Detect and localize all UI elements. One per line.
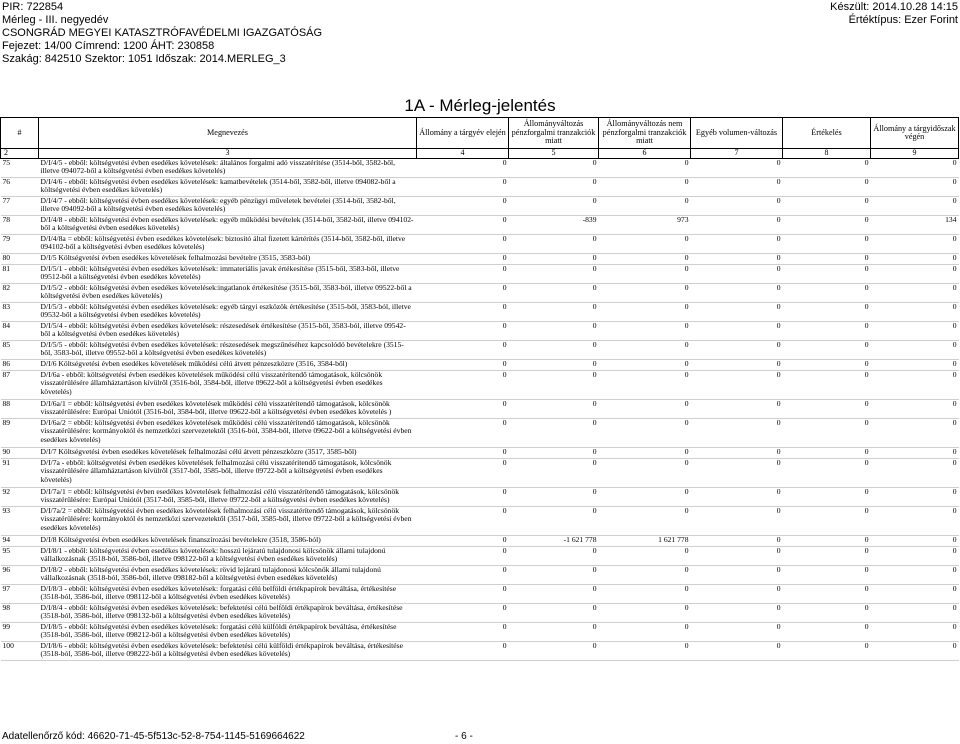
- table-row: [1, 400, 959, 419]
- row-number: 89: [1, 419, 39, 448]
- table-row: [1, 254, 959, 265]
- row-description: D/I/7 Költségvetési évben esedékes követelések felhalmozási célú átvett pénzeszközre (3517, 3585-ből): [39, 448, 417, 459]
- row-value: 0: [599, 235, 691, 254]
- row-value: 0: [783, 566, 871, 585]
- row-number: 82: [1, 284, 39, 303]
- row-description: D/I/8/6 - ebből: költségvetési évben esedékes követelések: befektetési célú külföldi értékpapírok beváltása, értékesítése (3518-ból, 3586-ból, illetve 098222-ből a költségvetési évben esedékes követelés): [39, 642, 417, 661]
- row-value: 0: [783, 235, 871, 254]
- row-value: 0: [783, 360, 871, 371]
- organization-name: CSONGRÁD MEGYEI KATASZTRÓFAVÉDELMI IGAZGATÓSÁG: [2, 27, 323, 39]
- row-description: D/I/5/2 - ebből: költségvetési évben esedékes követelések:ingatlanok értékesítése (3515-ből, 3583-ból, illetve 09522-ből a költségvetési évben esedékes követelés): [39, 284, 417, 303]
- row-description: D/I/4/6 - ebből: költségvetési évben esedékes követelések: kamatbevételek (3514-ből, 3582-ből, illetve 094082-ből a költségvetési évben esedékes követelés): [39, 178, 417, 197]
- pir-label: PIR: 722854: [2, 1, 64, 13]
- row-number: 98: [1, 604, 39, 623]
- row-value: 0: [509, 400, 599, 419]
- row-number: 97: [1, 585, 39, 604]
- row-value: 0: [783, 604, 871, 623]
- row-number: 87: [1, 371, 39, 400]
- row-value: 0: [783, 303, 871, 322]
- row-value: 0: [783, 254, 871, 265]
- row-value: 0: [509, 459, 599, 488]
- table-row: [1, 235, 959, 254]
- row-value: 0: [783, 448, 871, 459]
- table-row: [1, 360, 959, 371]
- row-value: -1 621 778: [509, 536, 599, 547]
- row-description: D/I/7a/2 = ebből: költségvetési évben esedékes követelések felhalmozási célú visszatérítendő támogatások, kölcsönök visszatérülésére: kormányoktól és nemzetközi szervezetektől (3517-ből, 3585-ből, illetve 09722-ből a költségvetési évben esedékes követelés): [39, 507, 417, 536]
- col-header-hash: #: [1, 118, 39, 149]
- report-subtitle: Mérleg - III. negyedév: [2, 14, 109, 26]
- row-value: 0: [509, 303, 599, 322]
- row-number: 100: [1, 642, 39, 661]
- row-value: 0: [417, 303, 509, 322]
- row-description: D/I/5 Költségvetési évben esedékes követelések felhalmozási bevételre (3515, 3583-ból): [39, 254, 417, 265]
- row-value: 0: [417, 265, 509, 284]
- row-value: 0: [691, 178, 783, 197]
- row-value: 0: [871, 235, 959, 254]
- balance-table: [0, 117, 959, 661]
- row-value: 0: [599, 341, 691, 360]
- row-description: D/I/5/4 - ebből: költségvetési évben esedékes követelések: részesedések értékesítése (3515-ből, 3583-ból, illetve 09542-ből a költségvetési évben esedékes követelés): [39, 322, 417, 341]
- table-row: [1, 566, 959, 585]
- table-row: [1, 216, 959, 235]
- row-description: D/I/8/2 - ebből: költségvetési évben esedékes követelések: rövid lejáratú tulajdonosi kölcsönök állami tulajdonú vállalkozásnak (3518-ból, 3586-ból, illetve 098182-ből a költségvetési évben esedékes követelés): [39, 566, 417, 585]
- row-number: 94: [1, 536, 39, 547]
- row-value: 0: [871, 448, 959, 459]
- row-value: 0: [599, 642, 691, 661]
- row-number: 80: [1, 254, 39, 265]
- chapter-info: Fejezet: 14/00 Címrend: 1200 ÁHT: 230858: [2, 40, 215, 52]
- row-number: 77: [1, 197, 39, 216]
- col-header-closing: Állomány a tárgyidőszak végén: [871, 118, 959, 149]
- col-header-noncash-change: Állományváltozás nem pénzforgalmi tranzakciók miatt: [599, 118, 691, 149]
- table-row: [1, 488, 959, 507]
- row-value: 0: [599, 322, 691, 341]
- row-value: 0: [599, 159, 691, 178]
- row-description: D/I/4/8 - ebből: költségvetési évben esedékes követelések: egyéb működési bevételek (3514-ből, 3582-ből, illetve 094102-ből a költségvetési évben esedékes követelés): [39, 216, 417, 235]
- row-value: 0: [509, 642, 599, 661]
- row-value: 0: [417, 566, 509, 585]
- row-value: 0: [417, 488, 509, 507]
- row-value: 0: [691, 360, 783, 371]
- row-value: 0: [691, 536, 783, 547]
- row-value: 0: [599, 459, 691, 488]
- row-description: D/I/8 Költségvetési évben esedékes követelések finanszírozási bevételekre (3518, 3586-ból): [39, 536, 417, 547]
- row-value: 0: [783, 322, 871, 341]
- row-value: 0: [783, 197, 871, 216]
- row-number: 76: [1, 178, 39, 197]
- row-value: 0: [417, 507, 509, 536]
- row-value: 0: [691, 507, 783, 536]
- row-value: 0: [509, 604, 599, 623]
- row-value: 0: [509, 254, 599, 265]
- table-row: [1, 284, 959, 303]
- validation-code: Adatellenőrző kód: 46620-71-45-5f513c-52-8-754-1145-5169664622: [2, 731, 305, 742]
- row-value: 0: [871, 459, 959, 488]
- row-description: D/I/8/5 - ebből: költségvetési évben esedékes követelések: forgatási célú külföldi értékpapírok beváltása, értékesítése (3518-ból, 3586-ból, illetve 098212-ből a költségvetési évben esedékes követelés): [39, 623, 417, 642]
- table-body: [1, 159, 959, 661]
- row-value: 0: [783, 547, 871, 566]
- table-row: [1, 585, 959, 604]
- row-description: D/I/6a/2 = ebből: költségvetési évben esedékes követelések működési célú visszatérítendő támogatások, kölcsönök visszatérülésére: kormányoktól és nemzetközi szervezetektől (3516-ból, 3584-ből, illetve 09622-ből a költségvetési évben esedékes követelés): [39, 419, 417, 448]
- row-value: 0: [417, 371, 509, 400]
- row-value: 0: [417, 604, 509, 623]
- row-value: 0: [599, 265, 691, 284]
- row-value: 0: [417, 536, 509, 547]
- row-value: 0: [417, 459, 509, 488]
- col-header-cash-change: Állományváltozás pénzforgalmi tranzakciók miatt: [509, 118, 599, 149]
- table-row: [1, 507, 959, 536]
- row-value: 0: [783, 216, 871, 235]
- row-value: 0: [871, 178, 959, 197]
- row-value: 0: [871, 585, 959, 604]
- row-value: 0: [599, 371, 691, 400]
- row-value: 0: [691, 604, 783, 623]
- row-value: 0: [691, 400, 783, 419]
- row-value: 0: [417, 254, 509, 265]
- row-value: 0: [599, 448, 691, 459]
- row-value: 0: [417, 197, 509, 216]
- row-value: 0: [509, 419, 599, 448]
- col-header-name: Megnevezés: [39, 118, 417, 149]
- row-value: 0: [871, 322, 959, 341]
- row-value: -839: [509, 216, 599, 235]
- col-number: 4: [417, 149, 509, 159]
- row-value: 0: [599, 566, 691, 585]
- page-number: - 6 -: [455, 731, 473, 742]
- row-number: 75: [1, 159, 39, 178]
- row-description: D/I/5/5 - ebből: költségvetési évben esedékes követelések: részesedések megszűnéséhez kapcsolódó bevételekre (3515-ből, 3583-ból, illetve 09552-ből a költségvetési évben esedékes követelés): [39, 341, 417, 360]
- row-number: 93: [1, 507, 39, 536]
- row-value: 0: [691, 341, 783, 360]
- row-value: 0: [417, 547, 509, 566]
- col-header-volume-change: Egyéb volumen-változás: [691, 118, 783, 149]
- row-value: 0: [783, 507, 871, 536]
- row-value: 0: [599, 284, 691, 303]
- col-number: 5: [509, 149, 599, 159]
- row-description: D/I/4/5 - ebből: költségvetési évben esedékes követelések: általános forgalmi adó visszatérítése (3514-ből, 3582-ből, illetve 094072-ből a költségvetési évben esedékes követelés): [39, 159, 417, 178]
- row-value: 0: [691, 623, 783, 642]
- row-value: 0: [509, 197, 599, 216]
- row-value: 0: [691, 371, 783, 400]
- row-value: 0: [871, 341, 959, 360]
- row-value: 0: [509, 341, 599, 360]
- row-value: 0: [691, 585, 783, 604]
- row-value: 0: [691, 459, 783, 488]
- row-value: 0: [783, 159, 871, 178]
- row-value: 134: [871, 216, 959, 235]
- row-number: 79: [1, 235, 39, 254]
- page-title: 1A - Mérleg-jelentés: [404, 96, 556, 115]
- row-value: 0: [417, 448, 509, 459]
- row-value: 0: [417, 400, 509, 419]
- row-value: 0: [871, 371, 959, 400]
- row-value: 0: [509, 322, 599, 341]
- row-value: 0: [509, 488, 599, 507]
- row-value: 0: [417, 178, 509, 197]
- row-value: 0: [783, 623, 871, 642]
- table-row: [1, 197, 959, 216]
- sector-info: Szakág: 842510 Szektor: 1051 Időszak: 2014.MERLEG_3: [2, 53, 286, 65]
- value-type: Értéktípus: Ezer Forint: [848, 14, 958, 26]
- row-value: 0: [509, 178, 599, 197]
- report-header: [0, 0, 960, 68]
- row-value: 0: [871, 284, 959, 303]
- row-number: 92: [1, 488, 39, 507]
- row-value: 0: [509, 159, 599, 178]
- row-value: 0: [871, 604, 959, 623]
- row-value: 0: [509, 448, 599, 459]
- row-value: 0: [509, 566, 599, 585]
- row-number: 81: [1, 265, 39, 284]
- row-value: 1 621 778: [599, 536, 691, 547]
- row-value: 0: [691, 159, 783, 178]
- row-value: 0: [691, 254, 783, 265]
- row-value: 0: [599, 419, 691, 448]
- row-value: 0: [417, 341, 509, 360]
- row-value: 0: [599, 360, 691, 371]
- row-value: 0: [783, 585, 871, 604]
- row-value: 0: [691, 197, 783, 216]
- col-number: 7: [691, 149, 783, 159]
- col-number: 6: [599, 149, 691, 159]
- row-value: 0: [417, 322, 509, 341]
- table-row: [1, 604, 959, 623]
- row-value: 0: [871, 536, 959, 547]
- row-description: D/I/6a/1 = ebből: költségvetési évben esedékes követelések működési célú visszatérítendő támogatások, kölcsönök visszatérülésére: Európai Uniótól (3516-ból, 3584-ből, illetve 09622-ből a költségvetési évben esedékes követelés ): [39, 400, 417, 419]
- row-value: 0: [417, 642, 509, 661]
- row-value: 0: [417, 623, 509, 642]
- table-row: [1, 547, 959, 566]
- row-description: D/I/4/8a = ebből: költségvetési évben esedékes követelések: biztosító által fizetett kártérítés (3514-ből, 3582-ből, illetve 094102-ből a költségvetési évben esedékes követelés): [39, 235, 417, 254]
- row-value: 0: [871, 400, 959, 419]
- row-value: 0: [783, 459, 871, 488]
- row-value: 0: [599, 507, 691, 536]
- table-row: [1, 159, 959, 178]
- row-value: 0: [599, 585, 691, 604]
- table-row: [1, 623, 959, 642]
- row-description: D/I/8/1 - ebből: költségvetési évben esedékes követelések: hosszú lejáratú tulajdonosi kölcsönök állami tulajdonú vállalkozásnak (3518-ból, 3586-ból, illetve 098122-ből a költségvetési évben esedékes követelés): [39, 547, 417, 566]
- row-value: 0: [691, 642, 783, 661]
- row-value: 0: [599, 547, 691, 566]
- row-description: D/I/7a - ebből: költségvetési évben esedékes követelések felhalmozási célú visszatérítendő támogatások, kölcsönök visszatérülésére államháztartáson kívülről (3517-ből, 3585-ből, illetve 09722-ből a költségvetési évben esedékes követelés): [39, 459, 417, 488]
- row-value: 0: [599, 604, 691, 623]
- row-value: 0: [783, 284, 871, 303]
- row-value: 0: [691, 322, 783, 341]
- row-description: D/I/6 Költségvetési évben esedékes követelések működési célú átvett pénzeszközre (3516, 3584-ből): [39, 360, 417, 371]
- row-value: 0: [871, 547, 959, 566]
- table-row: [1, 322, 959, 341]
- row-value: 0: [871, 623, 959, 642]
- row-value: 973: [599, 216, 691, 235]
- created-timestamp: Készült: 2014.10.28 14:15: [830, 1, 958, 13]
- row-number: 85: [1, 341, 39, 360]
- row-value: 0: [783, 400, 871, 419]
- row-description: D/I/5/1 - ebből: költségvetési évben esedékes követelések: immateriális javak értékesítése (3515-ből, 3583-ből, illetve 09512-ből a költségvetési évben esedékes követelés): [39, 265, 417, 284]
- row-number: 95: [1, 547, 39, 566]
- row-value: 0: [599, 197, 691, 216]
- row-value: 0: [871, 642, 959, 661]
- row-value: 0: [783, 536, 871, 547]
- table-row: [1, 341, 959, 360]
- row-value: 0: [599, 488, 691, 507]
- row-value: 0: [691, 566, 783, 585]
- row-number: 96: [1, 566, 39, 585]
- row-number: 83: [1, 303, 39, 322]
- row-description: D/I/5/3 - ebből: költségvetési évben esedékes követelések: egyéb tárgyi eszközök értékesítése (3515-ből, 3583-ból, illetve 09532-ből a költségvetési évben esedékes követelés): [39, 303, 417, 322]
- row-value: 0: [417, 284, 509, 303]
- row-value: 0: [871, 507, 959, 536]
- row-number: 86: [1, 360, 39, 371]
- row-number: 78: [1, 216, 39, 235]
- row-value: 0: [509, 265, 599, 284]
- row-value: 0: [783, 265, 871, 284]
- row-value: 0: [509, 585, 599, 604]
- row-number: 88: [1, 400, 39, 419]
- row-number: 99: [1, 623, 39, 642]
- row-value: 0: [417, 585, 509, 604]
- row-number: 84: [1, 322, 39, 341]
- row-value: 0: [871, 197, 959, 216]
- row-value: 0: [871, 254, 959, 265]
- table-row: [1, 303, 959, 322]
- table-row: [1, 371, 959, 400]
- table-row: [1, 459, 959, 488]
- col-number: 8: [783, 149, 871, 159]
- row-value: 0: [691, 284, 783, 303]
- row-value: 0: [509, 235, 599, 254]
- col-number: 9: [871, 149, 959, 159]
- table-row: [1, 265, 959, 284]
- row-value: 0: [509, 547, 599, 566]
- row-value: 0: [509, 507, 599, 536]
- row-value: 0: [783, 642, 871, 661]
- row-value: 0: [691, 265, 783, 284]
- row-number: 91: [1, 459, 39, 488]
- col-header-opening: Állomány a tárgyév elején: [417, 118, 509, 149]
- row-value: 0: [599, 623, 691, 642]
- row-number: 90: [1, 448, 39, 459]
- row-value: 0: [871, 566, 959, 585]
- row-value: 0: [783, 419, 871, 448]
- table-row: [1, 178, 959, 197]
- row-description: D/I/7a/1 = ebből: költségvetési évben esedékes követelések felhalmozási célú visszatérítendő támogatások, kölcsönök visszatérülésére: Európai Uniótól (3517-ből, 3585-ből, illetve 09722-ből a költségvetési évben esedékes követelés): [39, 488, 417, 507]
- col-header-valuation: Értékelés: [783, 118, 871, 149]
- row-value: 0: [871, 265, 959, 284]
- row-value: 0: [509, 360, 599, 371]
- row-value: 0: [691, 488, 783, 507]
- row-value: 0: [509, 371, 599, 400]
- row-value: 0: [691, 448, 783, 459]
- row-value: 0: [783, 178, 871, 197]
- row-value: 0: [691, 235, 783, 254]
- table-row: [1, 642, 959, 661]
- row-description: D/I/6a - ebből: költségvetési évben esedékes követelések működési célú visszatérítendő támogatások, kölcsönök visszatérülésére államháztartáson kívülről (3516-ból, 3584-ből, illetve 09622-ből a költségvetési évben esedékes követelés): [39, 371, 417, 400]
- row-value: 0: [871, 360, 959, 371]
- row-value: 0: [691, 419, 783, 448]
- row-value: 0: [871, 419, 959, 448]
- row-value: 0: [783, 371, 871, 400]
- row-value: 0: [417, 216, 509, 235]
- row-value: 0: [599, 254, 691, 265]
- row-value: 0: [871, 303, 959, 322]
- row-value: 0: [417, 360, 509, 371]
- table-row: [1, 536, 959, 547]
- row-value: 0: [783, 488, 871, 507]
- row-value: 0: [599, 303, 691, 322]
- row-value: 0: [417, 159, 509, 178]
- col-number: 3: [39, 149, 417, 159]
- row-description: D/I/8/4 - ebből: költségvetési évben esedékes követelések: befektetési célú belföldi értékpapírok beváltása, értékesítése (3518-ból, 3586-ból, illetve 098132-ből a költségvetési évben esedékes követelés): [39, 604, 417, 623]
- row-value: 0: [599, 400, 691, 419]
- row-value: 0: [691, 303, 783, 322]
- row-value: 0: [871, 488, 959, 507]
- row-description: D/I/4/7 - ebből: költségvetési évben esedékes követelések: egyéb pénzügyi műveletek bevételei (3514-ből, 3582-ből, illetve 094092-ből a költségvetési évben esedékes követelés): [39, 197, 417, 216]
- row-value: 0: [691, 216, 783, 235]
- row-value: 0: [871, 159, 959, 178]
- row-value: 0: [599, 178, 691, 197]
- row-value: 0: [783, 341, 871, 360]
- col-number: 2: [1, 149, 39, 159]
- table-row: [1, 448, 959, 459]
- row-value: 0: [509, 623, 599, 642]
- row-value: 0: [417, 235, 509, 254]
- row-value: 0: [509, 284, 599, 303]
- row-description: D/I/8/3 - ebből: költségvetési évben esedékes követelések: forgatási célú belföldi értékpapírok beváltása, értékesítése (3518-ból, 3586-ból, illetve 098112-ből a költségvetési évben esedékes követelés): [39, 585, 417, 604]
- table-row: [1, 419, 959, 448]
- row-value: 0: [417, 419, 509, 448]
- row-value: 0: [691, 547, 783, 566]
